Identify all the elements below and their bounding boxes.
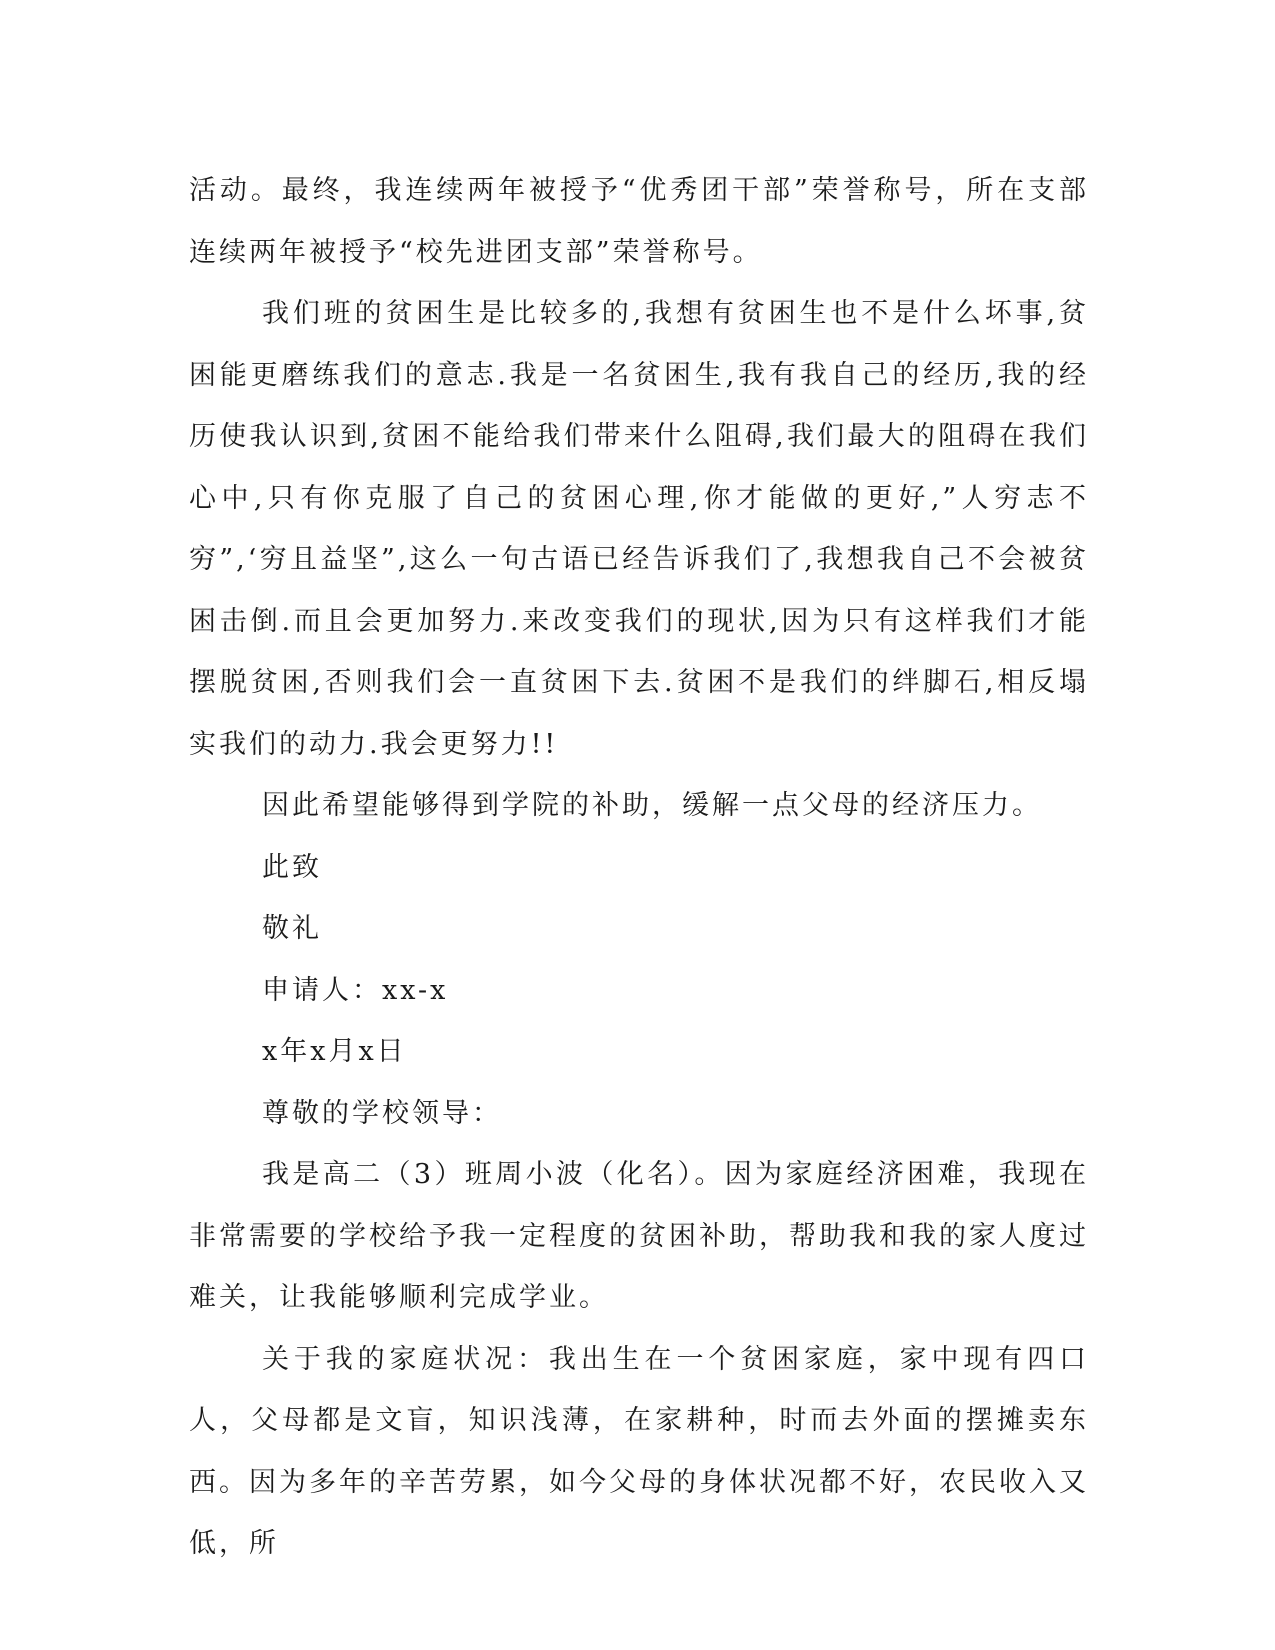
- document-body: [189, 160, 1089, 1575]
- applicant-signature: 申请人：xx-x: [262, 974, 449, 1006]
- letter-salutation: 尊敬的学校领导：: [262, 1097, 502, 1129]
- paragraph-request: 因此希望能够得到学院的补助，缓解一点父母的经济压力。: [262, 790, 1042, 821]
- paragraph-poverty-essay: 我们班的贫困生是比较多的,我想有贫困生也不是什么坏事,贫困能更磨练我们的意志.我是一名贫困生,我有我自己的经历,我的经历使我认识到,贫困不能给我们带来什么阻碍,我们最大的阻碍在我们心中,只有你克服了自己的贫困心理,你才能做的更好,”人穷志不穷”,‘穷且益坚”,这么一句古语已经告诉我们了,我想我自己不会被贫困击倒.而且会更加努力.来改变我们的现状,因为只有这样我们才能摆脱贫困,否则我们会一直贫困下去.贫困不是我们的绊脚石,相反塌实我们的动力.我会更努力!!: [189, 298, 1089, 760]
- letter-date: x年x月x日: [262, 1036, 407, 1067]
- paragraph-intro: 我是高二（3）班周小波（化名）。因为家庭经济困难，我现在非常需要的学校给予我一定程度的贫困补助，帮助我和我的家人度过难关，让我能够顺利完成学业。: [189, 1159, 1089, 1313]
- paragraph-family-situation: 关于我的家庭状况：我出生在一个贫困家庭，家中现有四口人，父母都是文盲，知识浅薄，在家耕种，时而去外面的摆摊卖东西。因为多年的辛苦劳累，如今父母的身体状况都不好，农民收入又低，所: [189, 1343, 1089, 1559]
- closing-jingli: 敬礼: [262, 913, 322, 944]
- closing-cizhi: 此致: [262, 851, 322, 883]
- paragraph-continuation: 活动。最终，我连续两年被授予“优秀团干部”荣誉称号，所在支部连续两年被授予“校先进团支部”荣誉称号。: [189, 175, 1089, 268]
